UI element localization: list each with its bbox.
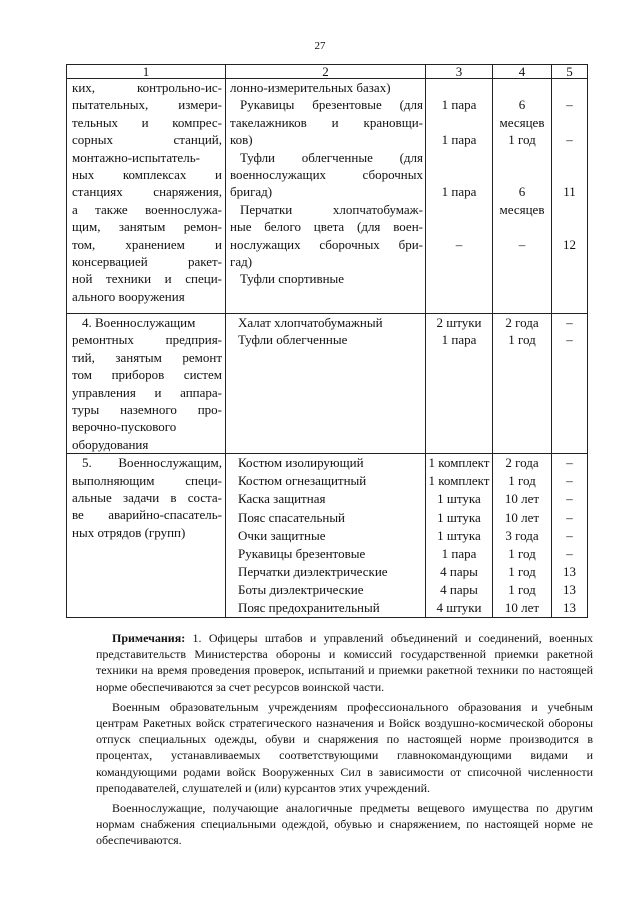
- header-col-3: 3: [426, 65, 493, 79]
- personnel-category: ких, контрольно-ис- пытательных, измери- тельных и компрес- сорных станций, монтажно-испытатель- ных комплексах и станциях снаряжения, а также военнослужа- щим, занятым ремон- том, хранением и консервацией ракет- ной техники и специ- ального вооружения: [67, 79, 226, 314]
- table-row: [67, 314, 588, 454]
- wear-period-cell: 6 месяцев 1 год 6 месяцев –: [493, 79, 552, 314]
- header-col-5: 5: [552, 65, 588, 79]
- header-col-4: 4: [493, 65, 552, 79]
- item-list: Халат хлопчатобумажный Туфли облегченные: [226, 314, 426, 454]
- note-paragraph-1: Примечания: 1. Офицеры штабов и управлений объединений и соединений, военных представительств Министерства обороны и комиссий государственной приемки ракетной техники на время проведения проверок, испытаний и приемки ракетной техники по настоящей норме обеспечиваются за счет ресурсов воинской части.: [96, 631, 594, 694]
- wear-period-cell: 2 года 1 год 10 лет 10 лет 3 года 1 год 1 год 1 год 10 лет: [493, 454, 552, 618]
- item-list: Костюм изолирующий Костюм огнезащитный Каска защитная Пояс спасательный Очки защитные Рукавицы брезентовые Перчатки диэлектрические Боты диэлектрические Пояс предохранительный: [226, 454, 426, 618]
- table-header-row: [67, 65, 588, 79]
- note-ref-cell: – – 11 12: [552, 79, 588, 314]
- personnel-category: 5. Военнослужащим, выполняющим специ- альные задачи в соста- ве аварийно-спасатель- ных отрядов (групп): [67, 454, 226, 618]
- personnel-category: 4. Военнослужащим ремонтных предприя- тий, занятым ремонт том приборов систем управления и аппара- туры наземного про- верочно-пускового оборудования: [67, 314, 226, 454]
- note-ref-cell: – – – – – – 13 13 13: [552, 454, 588, 618]
- note-ref-cell: – –: [552, 314, 588, 454]
- wear-period-cell: 2 года 1 год: [493, 314, 552, 454]
- header-col-1: 1: [67, 65, 226, 79]
- page-number: 27: [314, 40, 326, 52]
- notes-label: Примечания:: [112, 631, 186, 645]
- note-paragraph-2: Военным образовательным учреждениям профессионального образования и учебным центрам Ракетных войск стратегического назначения и Войск воздушно-космической обороны отпуск специальных одежды, обуви и снаряжения по настоящей норме производится в процентах, устанавливаемых соответствующими главнокомандующими видами и командующими родами войск Вооруженных Сил в зависимости от списочной численности преподавателей, слушателей и (или) курсантов этих учреждений.: [96, 699, 593, 795]
- note-paragraph-3: Военнослужащие, получающие аналогичные предметы вещевого имущества по другим нормам снабжения специальными одеждой, обувью и снаряжением, по настоящей норме не обеспечиваются.: [96, 801, 593, 848]
- header-col-2: 2: [226, 65, 426, 79]
- equipment-norms-table: [66, 64, 588, 618]
- quantity-cell: 1 пара 1 пара 1 пара –: [426, 79, 493, 314]
- table-row: [67, 454, 588, 618]
- quantity-cell: 1 комплект 1 комплект 1 штука 1 штука 1 штука 1 пара 4 пары 4 пары 4 штуки: [426, 454, 493, 618]
- item-list: лонно-измерительных базах) Рукавицы брезентовые (для такелажников и крановщи- ков) Туфли облегченные (для военнослужащих сборочных бригад) Перчатки хлопчатобумаж- ные белого цвета (для воен- нослужащих сборочных бри- гад) Туфли спортивные: [226, 79, 426, 314]
- notes-section: [96, 630, 593, 849]
- table-row: [67, 79, 588, 314]
- quantity-cell: 2 штуки 1 пара: [426, 314, 493, 454]
